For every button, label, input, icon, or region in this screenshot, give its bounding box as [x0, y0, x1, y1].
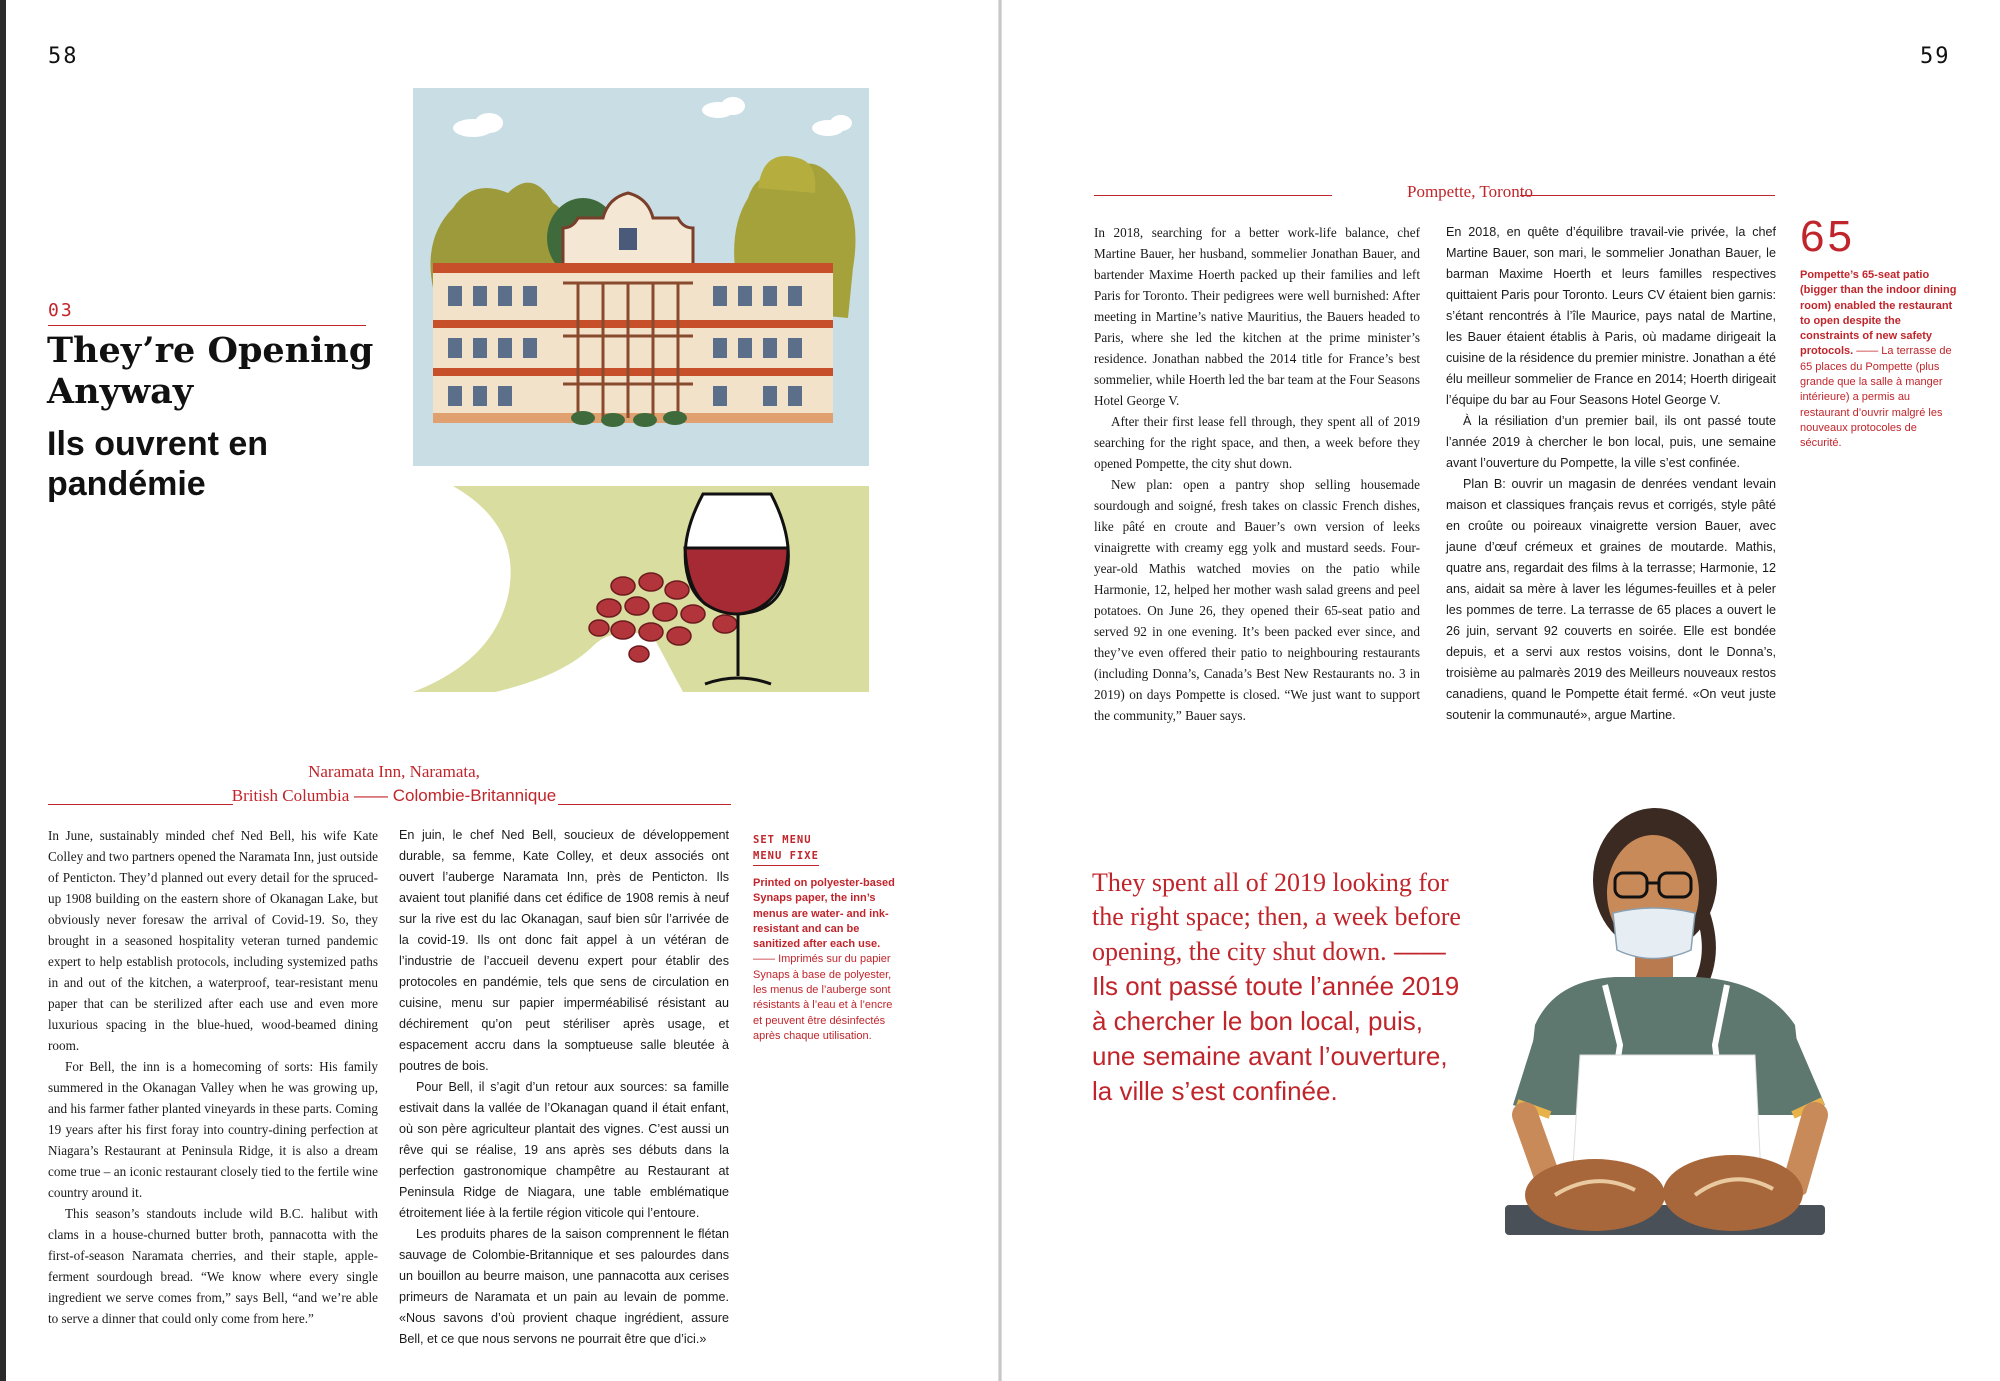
page-edge	[0, 0, 6, 1381]
paragraph: Pour Bell, il s’agit d’un retour aux sources: sa famille estivait dans la vallée de l’Okanagan quand il était enfant, où son père agriculteur plantait des vignes. C’est aussi un rêve qui se réalise, 19 ans après ses débuts dans la perfection gastronomique champêtre au Restaurant at Peninsula Ridge de Niagara, une table emblématique étroitement liée à la fertile région viticole qui l’entoure.	[399, 1080, 729, 1220]
paragraph: En juin, le chef Ned Bell, soucieux de développement durable, sa femme, Kate Colley, et deux associés ont ouvert l’auberge Naramata Inn, près de Penticton. Ils avaient tout planifié dans cet édifice de 1908 remis à neuf sur la rive est du lac Okanagan, sauf bien sûr l’arrivée de la covid-19. Ils ont donc fait appel à un vétéran de l’industrie de l’accueil devenu expert pour établir des protocoles en pandémie, tels que sens de circulation en cuisine, menu sur papier imperméabilisé résistant au déchirement qu’on peut stériliser après usage, et espacement accru dans la somptueuse salle bleutée à poutres de bois.	[399, 828, 729, 1073]
patio-note-en: Pompette’s 65-seat patio (bigger than the indoor dining room) enabled the restaurant to open despite the constraints of new safety protocols.	[1800, 269, 1957, 358]
paragraph: After their first lease fell through, they spent all of 2019 searching for the right space, and then, a week before they opened Pompette, the city shut down.	[1094, 414, 1420, 471]
pompette-rule-right	[1520, 195, 1775, 196]
naramata-heading	[130, 760, 658, 808]
pull-quote-en: They spent all of 2019 looking for the right space; then, a week before opening, the city shut down.	[1092, 868, 1461, 966]
set-menu-label-en: SET MENU	[753, 834, 812, 846]
page-number-left: 58	[48, 44, 79, 69]
naramata-rule-left	[48, 804, 233, 805]
patio-note-dash: ——	[1853, 345, 1882, 358]
patio-seat-count: 65	[1800, 212, 1855, 261]
chef-illustration	[1495, 785, 1885, 1245]
naramata-heading-line1: Naramata Inn, Naramata,	[308, 762, 480, 781]
inn-illustration	[413, 88, 869, 466]
paragraph: Les produits phares de la saison comprennent le flétan sauvage de Colombie-Britannique et ses palourdes dans un bouillon au beurre maison, une pannacotta aux cerises primeurs de Naramata et un pain au levain de pomme. «Nous savons d’où provient chaque ingrédient, assure Bell, et ce que nous servons ne pourrait être que d’ici.»	[399, 1227, 729, 1346]
pull-quote-dash: ——	[1386, 936, 1446, 966]
patio-note-fr: La terrasse de 65 places du Pompette (plus grande que la salle à manger intérieure) a permis au restaurant d’ouvrir malgré les nouveaux protocoles de sécurité.	[1800, 345, 1952, 450]
set-menu-dash: ——	[753, 953, 779, 966]
patio-note	[1800, 268, 1960, 452]
spread-gutter	[998, 0, 1002, 1381]
section-title-en: They’re Opening Anyway	[47, 330, 374, 412]
set-menu-note-en: Printed on polyester-based Synaps paper, the inn’s menus are water- and ink-resistant and can be sanitized after each use.	[753, 877, 895, 951]
pull-quote	[1092, 866, 1462, 1109]
paragraph: In 2018, searching for a better work-life balance, chef Martine Bauer, her husband, sommelier Jonathan Bauer, and bartender Maxime Hoerth packed up their families and left Paris for Toronto. Their pedigrees were well burnished: After meeting in Martine’s native Mauritius, the Bauers headed to Paris, where she led the kitchen at the prime minister’s residence. Jonathan nabbed the 2014 title for France’s best sommelier, while Hoerth led the bar team at the Four Seasons Hotel George V.	[1094, 225, 1420, 408]
paragraph: This season’s standouts include wild B.C. halibut with clams in a house-churned butter broth, pannacotta with the first-of-season Naramata cherries, and their staple, apple-ferment sourdough bread. “We know where every single ingredient we serve comes from,” says Bell, “and we’re able to serve a dinner that could only come from here.”	[48, 1206, 378, 1326]
naramata-heading-dash: ——	[349, 786, 393, 805]
set-menu-label	[753, 832, 903, 866]
pompette-rule-left	[1094, 195, 1332, 196]
paragraph: En 2018, en quête d’équilibre travail-vie privée, la chef Martine Bauer, son mari, le sommelier Jonathan Bauer, le barman Maxime Hoerth et leurs familles respectives quittaient Paris pour Toronto. Leurs CV étaient bien garnis: s’étant rencontrés à l’île Maurice, pays natal de Martine, les Bauer étaient établis à Paris, où madame dirigeait la cuisine de la résidence du premier ministre. Jonathan a été élu meilleur sommelier de France en 2014; Hoerth dirigeait l’équipe du bar au Four Seasons Hotel George V.	[1446, 225, 1776, 407]
paragraph: New plan: open a pantry shop selling housemade sourdough and soigné, fresh takes on classic French dishes, like pâté en croute and Bauer’s own version of leeks vinaigrette with creamy egg yolk and mustard seeds. Four-year-old Mathis watched movies on the patio while Harmonie, 12, helped her mother wash salad greens and peel potatoes. On June 26, they opened their 65-seat patio and served 92 in one evening. It’s been packed ever since, and they’ve even offered their patio to neighbouring restaurants (including Donna’s, Canada’s Best New Restaurants no. 3 in 2019) on days Pompette is closed. “We just want to support the community,” Bauer says.	[1094, 477, 1420, 723]
pompette-column-en	[1094, 222, 1420, 726]
paragraph: In June, sustainably minded chef Ned Bell, his wife Kate Colley and two partners opened the Naramata Inn, just outside of Penticton. They’d planned out every detail for the spruced-up 1908 building on the eastern shore of Okanagan Lake, but obviously never foresaw the arrival of Covid-19. So, they brought in a seasoned hospitality veteran turned pandemic expert to help establish protocols, including systemized paths in and out of the kitchen, a waterproof, tear-resistant menu paper that can be sterilized after each use and even more luxurious spacing in the blue-hued, wood-beamed dining room.	[48, 828, 378, 1053]
naramata-rule-right	[558, 804, 731, 805]
naramata-heading-en: British Columbia	[231, 786, 350, 805]
wine-illustration	[413, 486, 869, 692]
set-menu-label-fr: MENU FIXE	[753, 848, 819, 866]
naramata-column-fr	[399, 825, 729, 1350]
page-number-right: 59	[1920, 44, 1951, 69]
section-number: 03	[48, 300, 366, 326]
paragraph: For Bell, the inn is a homecoming of sorts: His family summered in the Okanagan Valley when he was growing up, and his farmer father planted vineyards in these parts. Coming 19 years after his first foray into country-dining perfection at Niagara’s Restaurant at Peninsula Ridge, it is also a dream come true – an iconic restaurant closely tied to the fertile wine country around it.	[48, 1059, 378, 1200]
paragraph: Plan B: ouvrir un magasin de denrées vendant levain maison et classiques français revus et corrigés, style pâté en croûte ou poireaux vinaigrette version Bauer, avec jaune d’œuf crémeux et graines de moutarde. Mathis, quatre ans, regardait des films à la terrasse; Harmonie, 12 ans, aidait sa mère à laver les légumes-feuilles et à peler les pommes de terre. La terrasse de 65 places a ouvert le 26 juin, servant 92 couverts en soirée. Elle est bondée depuis, et a servi aux restos voisins, dont le Donna’s, troisième au palmarès 2019 des Meilleurs nouveaux restos canadiens, quand le Pompette était fermé. «On veut juste soutenir la communauté», argue Martine.	[1446, 477, 1776, 722]
set-menu-note	[753, 876, 901, 1044]
naramata-heading-fr: Colombie-Britannique	[392, 786, 557, 805]
paragraph: À la résiliation d’un premier bail, ils ont passé toute l’année 2019 à chercher le bon local, puis, une semaine avant l’ouverture du Pompette, la ville s’est confinée.	[1446, 414, 1776, 470]
pompette-heading: Pompette, Toronto	[1407, 182, 1533, 201]
pull-quote-fr: Ils ont passé toute l’année 2019 à chercher le bon local, puis, une semaine avant l’ouverture, la ville s’est confinée.	[1092, 971, 1460, 1106]
pompette-column-fr	[1446, 222, 1776, 726]
set-menu-note-fr: Imprimés sur du papier Synaps à base de polyester, les menus de l’auberge sont résistants à l’eau et à l’encre et peuvent être désinfectés après chaque utilisation.	[753, 953, 893, 1042]
naramata-column-en	[48, 825, 378, 1329]
section-title-fr: Ils ouvrent en pandémie	[47, 425, 269, 503]
